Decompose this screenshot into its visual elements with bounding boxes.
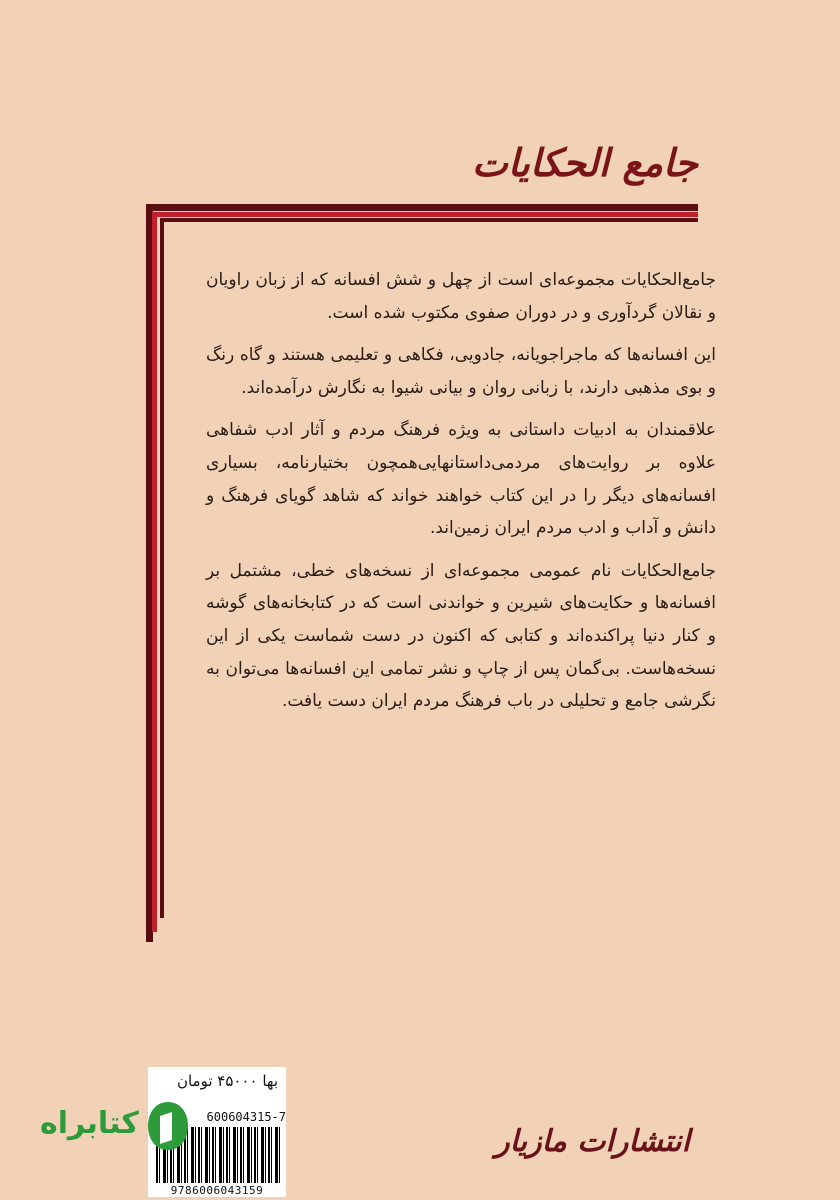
- frame-top-inner-bar: [160, 218, 698, 222]
- barcode-number: 9786006043159: [170, 1184, 264, 1197]
- frame-left-red-bar: [152, 212, 157, 932]
- isbn-text: 600604315-7: [206, 1110, 286, 1124]
- blurb-paragraph: جامع‌الحکایات نام عمومی مجموعه‌ای از نسخه‌های خطی، مشتمل بر افسانه‌ها و حکایت‌های شیرین و خواندنی است که در کتابخانه‌های گوشه و کنار دنیا پراکنده‌اند و کتابی که اکنون در دست شماست یکی از این نسخه‌هاست. بی‌گمان پس از چاپ و نشر تمامی این افسانه‌ها می‌توان به نگرشی جامع و تحلیلی در باب فرهنگ مردم ایران دست یافت.: [206, 560, 716, 712]
- cover-title: جامع الحکایات: [471, 140, 698, 185]
- publisher-name: انتشارات مازیار: [495, 1124, 690, 1159]
- price-text: بها ۴۵۰۰۰ تومان: [176, 1072, 278, 1090]
- blurb-paragraph: این افسانه‌ها که ماجراجویانه، جادویی، فکاهی و تعلیمی هستند و گاه رنگ و بوی مذهبی دارند، با زبانی روان و بیانی شیوا به نگارش درآمده‌اند.: [206, 345, 716, 398]
- blurb-text: [206, 264, 716, 728]
- frame-top-dark-bar: [146, 204, 698, 211]
- watermark-text: کتابراه: [40, 1106, 139, 1141]
- frame-top-red-bar: [152, 212, 698, 217]
- frame-left-inner-bar: [160, 218, 164, 918]
- book-logo-icon: [146, 1100, 190, 1152]
- blurb-paragraph: جامع‌الحکایات مجموعه‌ای است از چهل و شش افسانه که از زبان راویان و نقالان گردآوری و در دوران صفوی مکتوب شده است.: [206, 270, 716, 323]
- blurb-paragraph: علاقمندان به ادبیات داستانی به ویژه فرهنگ مردم و آثار ادب شفاهی علاوه بر روایت‌های مردمی‌داستانهایی‌همچون بختیارنامه، بسیاری افسانه‌های دیگر را در این کتاب خواهند خواند که شاهد گویای فرهنگ و دانش و آداب و ادب مردم ایران زمین‌اند.: [206, 420, 716, 539]
- watermark-logo: [40, 1098, 190, 1158]
